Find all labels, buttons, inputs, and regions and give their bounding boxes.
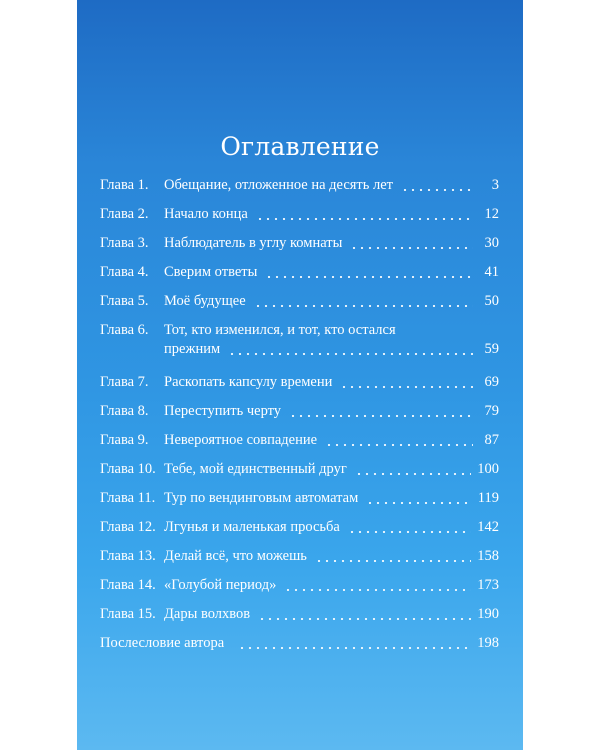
chapter-label: Глава 1. [100, 177, 149, 193]
dot-leader [315, 560, 471, 562]
chapter-label: Глава 14. [100, 577, 156, 593]
chapter-label: Глава 10. [100, 461, 156, 477]
page-number: 3 [491, 177, 499, 193]
chapter-title: Лгунья и маленькая просьба [164, 519, 340, 535]
dot-leader [350, 247, 473, 249]
toc-entry-2 [100, 205, 499, 224]
toc-entry-15 [100, 605, 499, 624]
page-number: 30 [484, 235, 499, 251]
page-number: 198 [477, 635, 499, 651]
dot-leader [325, 444, 473, 446]
chapter-title: Делай всё, что можешь [164, 548, 307, 564]
page-number: 59 [484, 341, 499, 357]
dot-leader [254, 305, 473, 307]
chapter-title: Тур по вендинговым автоматам [164, 490, 359, 506]
dot-leader [238, 647, 471, 649]
toc-entry-4 [100, 263, 499, 282]
chapter-label: Глава 3. [100, 235, 149, 251]
afterword-title: Послесловие автора [100, 635, 225, 651]
dot-leader [258, 618, 471, 620]
page-number: 79 [484, 403, 499, 419]
chapter-title: Начало конца [164, 206, 248, 222]
chapter-title: Сверим ответы [164, 264, 258, 280]
chapter-title-line2: прежним [164, 341, 221, 357]
page-number: 173 [477, 577, 499, 593]
toc-entry-7 [100, 373, 499, 392]
page-number: 69 [484, 374, 499, 390]
chapter-label: Глава 15. [100, 606, 156, 622]
chapter-label: Глава 6. [100, 322, 149, 338]
dot-leader [401, 189, 473, 191]
page-number: 119 [477, 490, 499, 506]
toc-entry-12 [100, 518, 499, 537]
chapter-title-line1: Тот, кто изменился, и тот, кто остался [164, 322, 396, 338]
page-number: 41 [484, 264, 499, 280]
book-page [77, 0, 523, 750]
page-number: 87 [484, 432, 499, 448]
chapter-title: Дары волхвов [164, 606, 251, 622]
dot-leader [289, 415, 473, 417]
toc-entry-14 [100, 576, 499, 595]
toc-entry-afterword [100, 634, 499, 653]
chapter-label: Глава 5. [100, 293, 149, 309]
chapter-title: «Голубой период» [164, 577, 277, 593]
dot-leader [256, 218, 473, 220]
dot-leader [228, 353, 473, 355]
chapter-label: Глава 12. [100, 519, 156, 535]
chapter-title: Раскопать капсулу времени [164, 374, 333, 390]
chapter-label: Глава 9. [100, 432, 149, 448]
dot-leader [284, 589, 471, 591]
page-number: 100 [477, 461, 499, 477]
toc-entry-1 [100, 176, 499, 195]
toc-entry-5 [100, 292, 499, 311]
chapter-title: Невероятное совпадение [164, 432, 318, 448]
page-number: 12 [484, 206, 499, 222]
dot-leader [265, 276, 473, 278]
page-number: 158 [477, 548, 499, 564]
toc-entry-10 [100, 460, 499, 479]
page-number: 190 [477, 606, 499, 622]
page-number: 50 [484, 293, 499, 309]
toc-entry-3 [100, 234, 499, 253]
chapter-label: Глава 7. [100, 374, 149, 390]
chapter-label: Глава 2. [100, 206, 149, 222]
page-title: Оглавление [220, 132, 380, 161]
dot-leader [340, 386, 473, 388]
chapter-label: Глава 8. [100, 403, 149, 419]
chapter-label: Глава 11. [100, 490, 156, 506]
toc-entry-9 [100, 431, 499, 450]
page-number: 142 [477, 519, 499, 535]
chapter-title: Обещание, отложенное на десять лет [164, 177, 394, 193]
toc-entry-6 [100, 321, 499, 359]
chapter-title: Переступить черту [164, 403, 282, 419]
toc-entry-11 [100, 489, 499, 508]
chapter-title: Моё будущее [164, 293, 246, 309]
dot-leader [355, 473, 471, 475]
dot-leader [348, 531, 471, 533]
toc-entry-8 [100, 402, 499, 421]
toc-entry-13 [100, 547, 499, 566]
chapter-title: Тебе, мой единственный друг [164, 461, 347, 477]
chapter-title: Наблюдатель в углу комнаты [164, 235, 343, 251]
chapter-label: Глава 13. [100, 548, 156, 564]
chapter-label: Глава 4. [100, 264, 149, 280]
dot-leader [366, 502, 472, 504]
